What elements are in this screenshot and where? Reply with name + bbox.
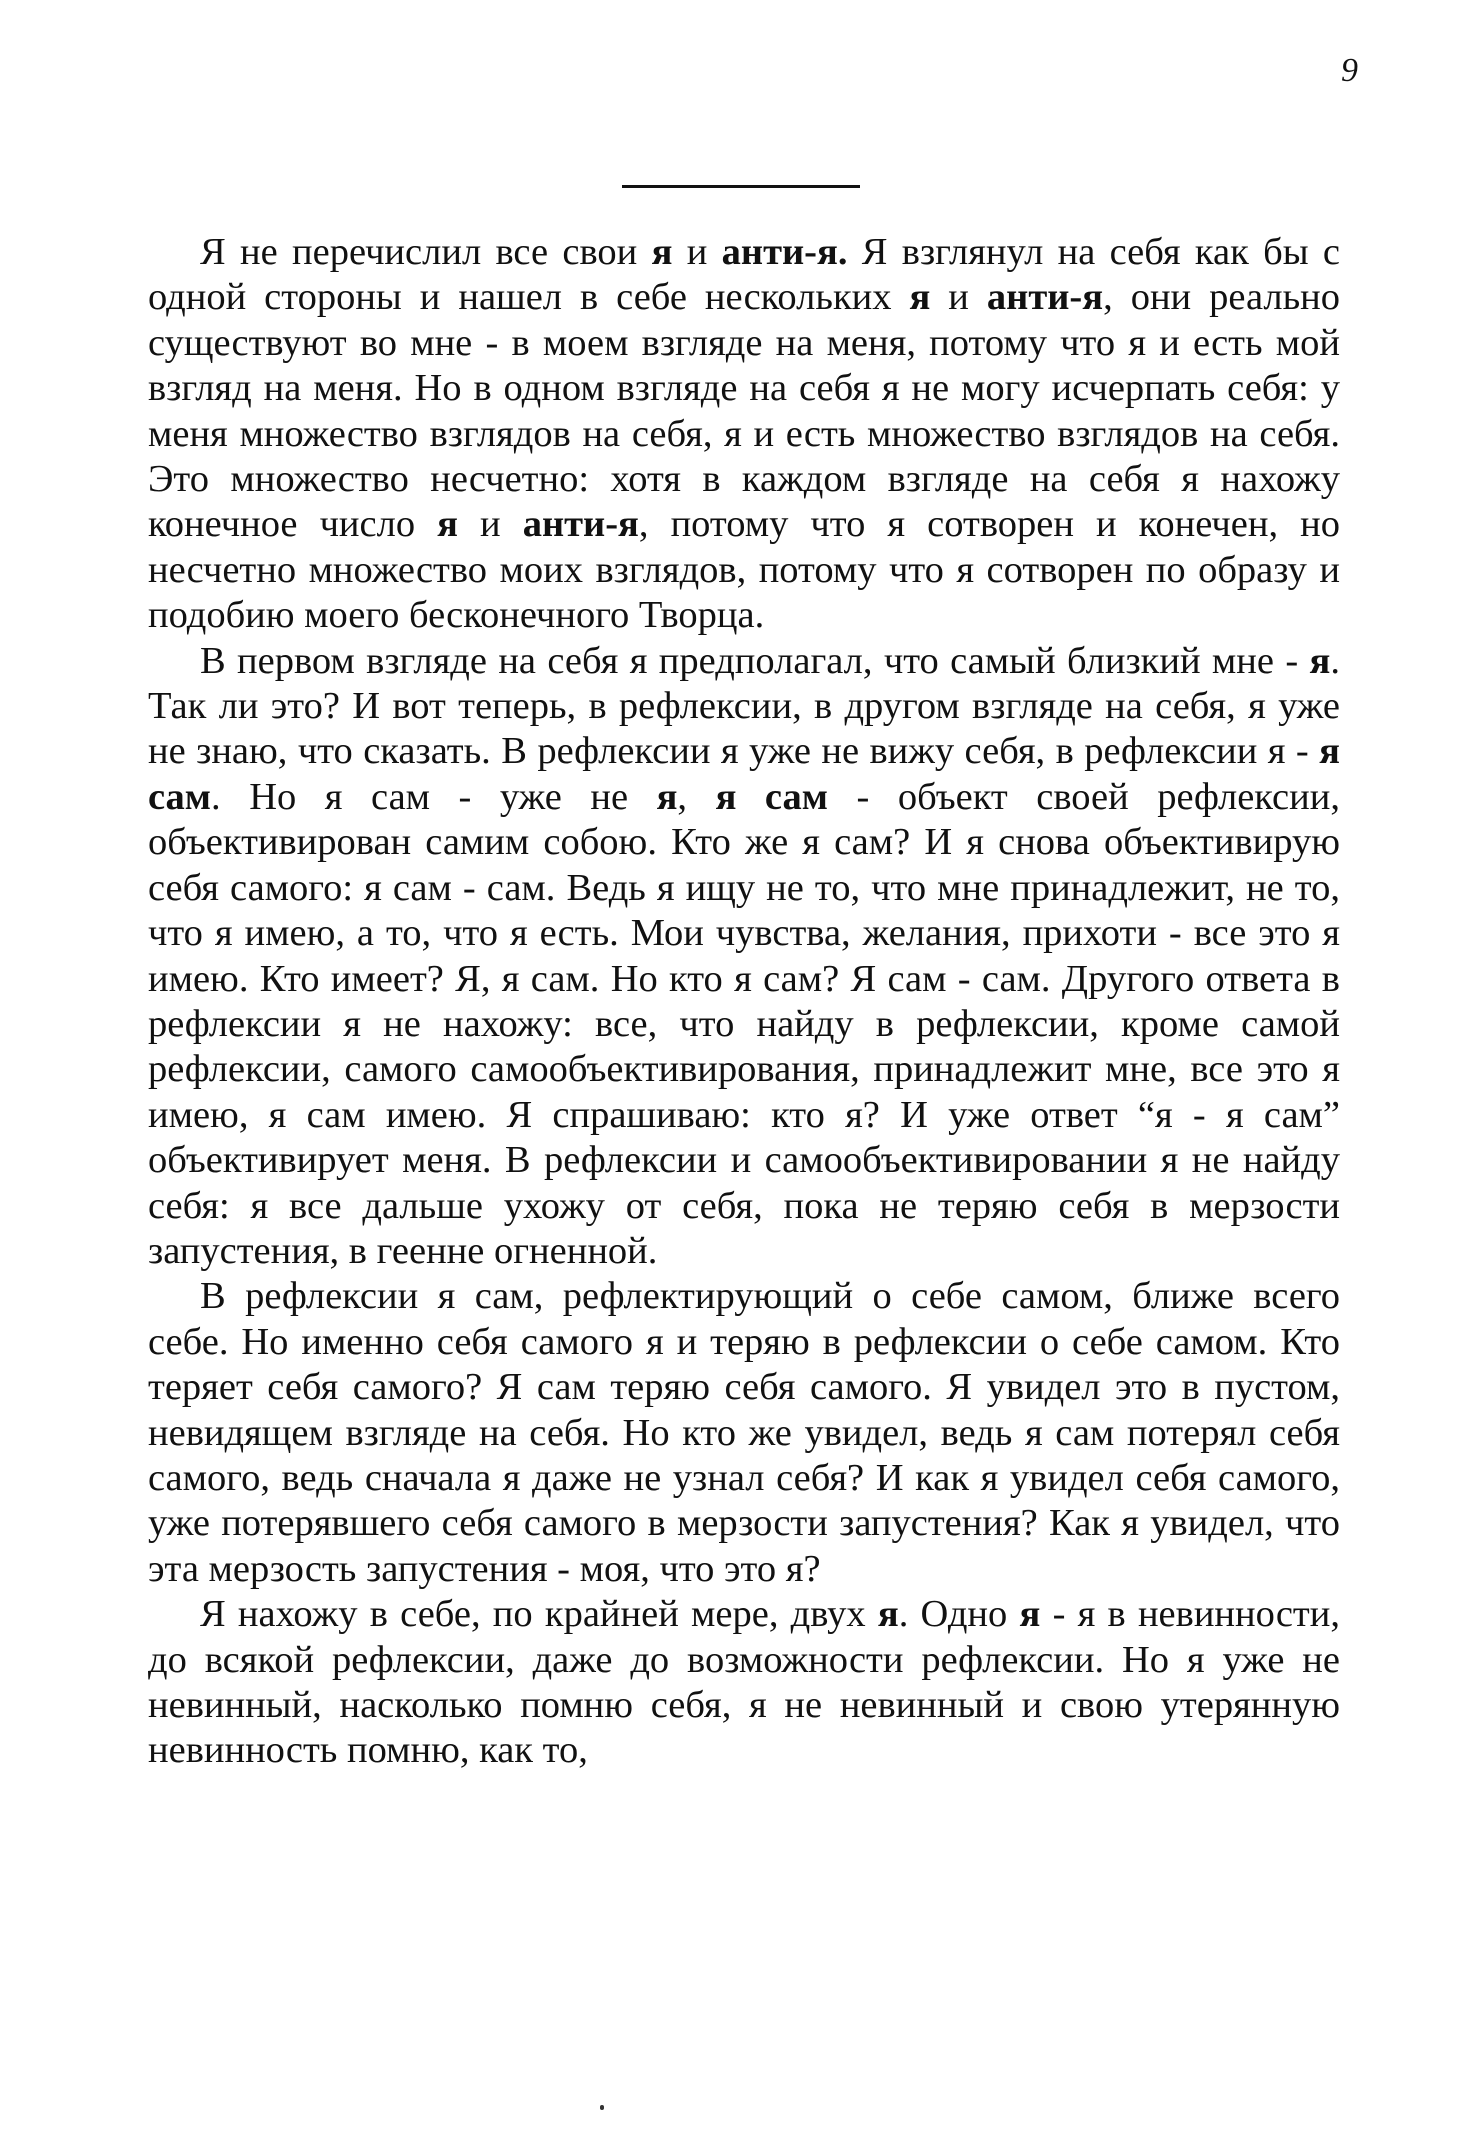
emphasis-term: я	[877, 1593, 899, 1636]
text-run: . Но я сам - уже не	[211, 775, 657, 818]
emphasis-term: анти-я	[522, 503, 639, 546]
emphasis-term: я	[1309, 639, 1331, 682]
paragraph-1	[148, 230, 1340, 639]
text-run: . Одно	[898, 1593, 1020, 1636]
text-run: и	[457, 503, 523, 546]
emphasis-term: я	[1019, 1593, 1041, 1636]
text-run: - я в невинности, до всякой рефлексии, даже до возможности рефлексии. Но я уже не невинный, насколько помню себя, я не невинный и свою утерянную невинность помню, как то,	[148, 1593, 1340, 1772]
text-run: и	[672, 231, 722, 273]
text-run: , они реально существуют во мне - в моем взгляде на меня, потому что я и есть мой взгляд на меня. Но в одном взгляде на себя я не могу исчерпать себя: у меня множество взглядов на себя, я и есть множество взглядов на себя. Это множество несчетно: хотя в каждом взгляде на себя я нахожу конечное число	[148, 276, 1340, 546]
text-run: В рефлексии я сам, рефлектирующий о себе самом, ближе всего себе. Но именно себя самого я и теряю в рефлексии о себе самом. Кто теряет себя самого? Я сам теряю себя самого. Я увидел это в пустом, невидящем взгляде на себя. Но кто же увидел, ведь я сам потерял себя самого, ведь сначала я даже не узнал себя? И как я увидел себя самого, уже потерявшего себя самого в мерзости запустения? Как я увидел, что эта мерзость запустения - моя, что это я?	[148, 1275, 1340, 1590]
text-run: Я не перечислил все свои	[200, 231, 652, 273]
paragraph-4	[148, 1592, 1340, 1774]
text-run: ,	[677, 775, 716, 818]
text-run: Я нахожу в себе, по крайней мере, двух	[200, 1593, 878, 1636]
print-speck	[600, 2105, 604, 2110]
paragraph-3	[148, 1274, 1340, 1592]
text-run: , потому что я сотворен и конечен, но несчетно множество моих взглядов, потому что я сотворен по образу и подобию моего бесконечного Творца.	[148, 503, 1340, 637]
text-run: Я взглянул на себя как бы с одной стороны и нашел в себе нескольких	[148, 231, 1340, 319]
emphasis-term: я сам	[148, 730, 1340, 818]
emphasis-term: я	[651, 231, 673, 273]
emphasis-term: я сам	[715, 775, 828, 818]
emphasis-term: анти-я.	[721, 231, 848, 273]
text-run: - объект своей рефлексии, объективирован самим собою. Кто же я сам? И я снова объективирую себя самого: я сам - сам. Ведь я ищу не то, что мне принадлежит, не то, что я имею, а то, что я есть. Мои чувства, желания, прихоти - все это я имею. Кто имеет? Я, я сам. Но кто я сам? Я сам - сам. Другого ответа в рефлексии я не нахожу: все, что найду в рефлексии, кроме самой рефлексии, самого самообъективирования, принадлежит мне, все это я имею, я сам имею. Я спрашиваю: кто я? И уже ответ “я - я сам” объективирует меня. В рефлексии и самообъективировании я не найду себя: я все дальше ухожу от себя, пока не теряю себя в мерзости запустения, в геенне огненной.	[148, 775, 1340, 1272]
text-run: и	[930, 276, 987, 319]
text-run: . Так ли это? И вот теперь, в рефлексии, в другом взгляде на себя, я уже не знаю, что сказать. В рефлексии я уже не вижу себя, в рефлексии я -	[148, 639, 1340, 773]
emphasis-term: я	[909, 276, 931, 319]
text-block	[148, 230, 1340, 1774]
text-run: В первом взгляде на себя я предполагал, что самый близкий мне -	[200, 639, 1310, 682]
emphasis-term: анти-я	[986, 276, 1104, 319]
emphasis-term: я	[656, 775, 678, 818]
emphasis-term: я	[437, 503, 458, 546]
section-divider	[622, 185, 860, 188]
paragraph-2	[148, 639, 1340, 1275]
page-number: 9	[1341, 52, 1358, 89]
